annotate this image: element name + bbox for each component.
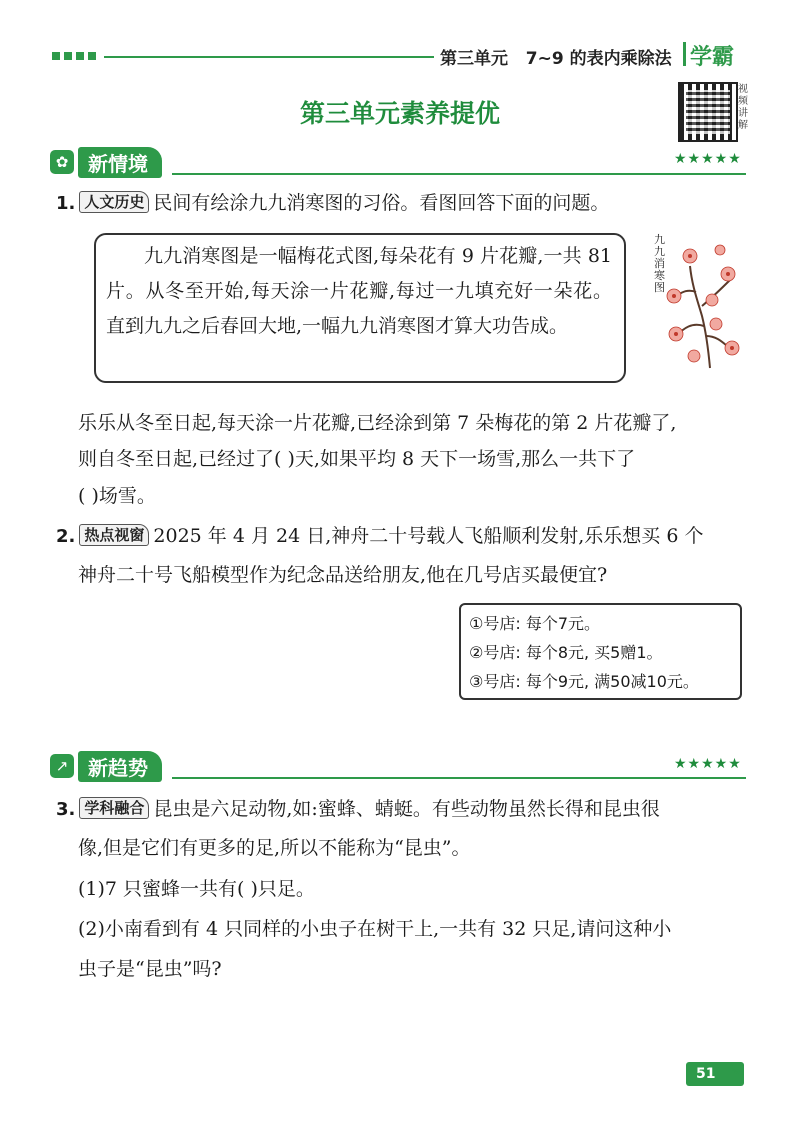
story-box [94, 233, 626, 383]
shop-3: ③号店: 每个9元, 满50减10元。 [469, 672, 699, 691]
difficulty-stars: ★★★★★ [674, 756, 742, 772]
header-decoration [52, 52, 96, 60]
question-3-line2: 像,但是它们有更多的足,所以不能称为“昆虫”。 [78, 837, 471, 859]
image-caption: 九九消寒图 [654, 233, 665, 294]
question-1-line1: 乐乐从冬至日起,每天涂一片花瓣,已经涂到第 7 朵梅花的第 2 片花瓣了, [78, 412, 677, 434]
question-tag: 学科融合 [79, 797, 149, 819]
question-3-sub1: (1)7 只蜜蜂一共有( )只足。 [78, 878, 315, 900]
qr-label: 视频讲解 [738, 84, 748, 131]
story-text: 九九消寒图是一幅梅花式图,每朵花有 9 片花瓣,一共 81 片。从冬至开始,每天涂一片花瓣,每过一九填充好一朵花。直到九九之后春回大地,一幅九九消寒图才算大功告成。 [106, 245, 612, 337]
question-text: 民间有绘涂九九消寒图的习俗。看图回答下面的问题。 [153, 192, 610, 214]
section-header-new-trend [50, 752, 162, 780]
difficulty-stars: ★★★★★ [674, 151, 742, 167]
header-divider [683, 42, 686, 66]
page-number: 51 [696, 1066, 716, 1082]
plum-blossom-illustration [662, 236, 742, 370]
question-2-line2: 神舟二十号飞船模型作为纪念品送给朋友,他在几号店买最便宜? [78, 564, 608, 586]
question-tag: 热点视窗 [79, 524, 149, 546]
question-1-line2: 则自冬至日起,已经过了( )天,如果平均 8 天下一场雪,那么一共下了 [78, 448, 636, 470]
question-2-intro [56, 523, 703, 550]
question-1-line3: ( )场雪。 [78, 485, 156, 507]
question-3-sub2-line2: 虫子是“昆虫”吗? [78, 958, 222, 980]
shop-1: ①号店: 每个7元。 [469, 614, 601, 633]
section-rule [172, 173, 746, 175]
arrow-icon: ↗ [50, 754, 74, 778]
pencil-icon: ✎ [728, 1060, 744, 1081]
page-title: 第三单元素养提优 [299, 99, 500, 128]
question-3-sub2-line1: (2)小南看到有 4 只同样的小虫子在树干上,一共有 32 只足,请问这种小 [78, 918, 672, 940]
question-tag: 人文历史 [79, 191, 149, 213]
unit-title: 第三单元 7~9 的表内乘除法 [440, 49, 672, 69]
question-text: 昆虫是六足动物,如:蜜蜂、蜻蜓。有些动物虽然长得和昆虫很 [153, 798, 660, 820]
question-text: 2025 年 4 月 24 日,神舟二十号载人飞船顺利发射,乐乐想买 6 个 [153, 525, 704, 547]
question-1-intro [56, 190, 609, 217]
gear-icon: ✿ [50, 150, 74, 174]
question-number: 3. [56, 799, 76, 820]
section-label: 新情境 [78, 147, 162, 178]
brand-logo: 学霸 [690, 45, 735, 70]
shop-price-box [459, 603, 742, 700]
qr-code[interactable] [678, 82, 738, 142]
section-header-new-context [50, 148, 162, 176]
header-rule [104, 56, 434, 58]
question-number: 1. [56, 193, 76, 214]
question-number: 2. [56, 526, 76, 547]
section-rule [172, 777, 746, 779]
section-label: 新趋势 [78, 751, 162, 782]
question-3-intro [56, 796, 660, 823]
shop-2: ②号店: 每个8元, 买5赠1。 [469, 643, 663, 662]
